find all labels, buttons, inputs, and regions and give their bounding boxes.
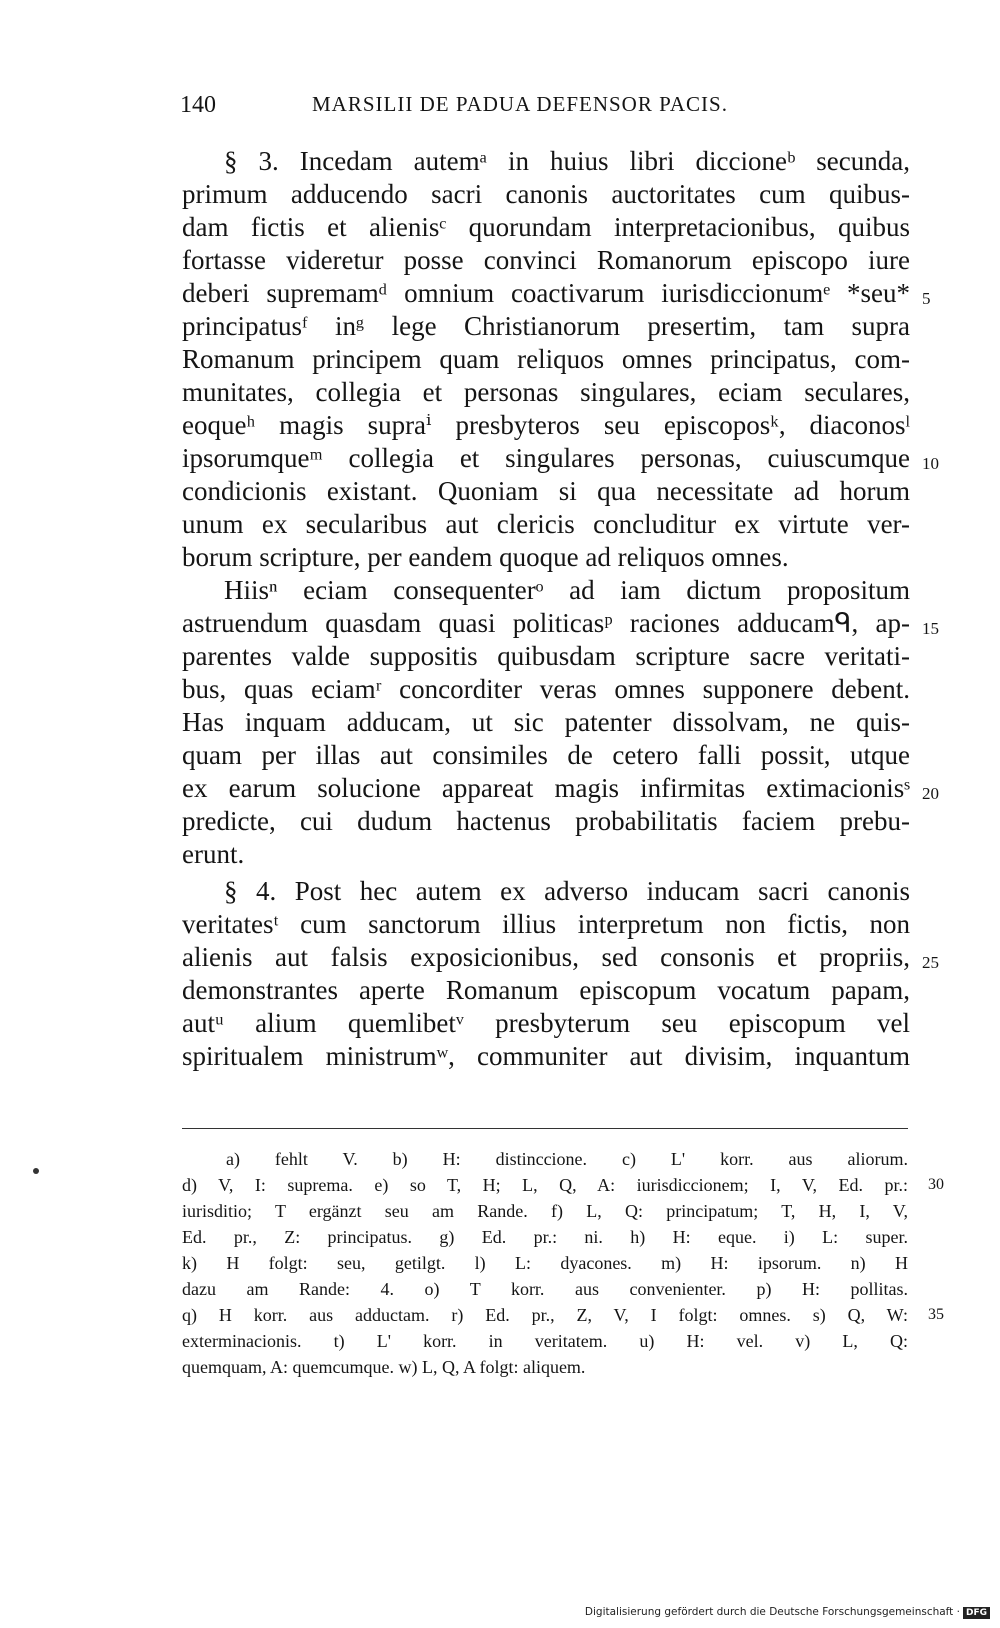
body-line: alienis aut falsis exposicionibus, sed consonis et propriis,	[182, 942, 910, 972]
footnote-line: q) H korr. aus adductam. r) Ed. pr., Z, V, I folgt: omnes. s) Q, W:	[182, 1305, 908, 1325]
running-head	[180, 92, 880, 132]
body-line: bus, quas eciamʳ concorditer veras omnes supponere debent.	[182, 674, 910, 704]
footnote-line: Ed. pr., Z: principatus. g) Ed. pr.: ni. h) H: eque. i) L: super.	[182, 1227, 908, 1247]
body-line: primum adducendo sacri canonis auctoritates cum quibus-	[182, 179, 910, 209]
footnote-line-number: 30	[928, 1176, 944, 1193]
body-line: quam per illas aut consimiles de cetero falli possit, utque	[182, 740, 910, 770]
margin-dot	[33, 1168, 39, 1174]
line-number: 15	[922, 619, 939, 638]
line-number: 5	[922, 289, 931, 308]
body-line: predicte, cui dudum hactenus probabilitatis faciem prebu-	[182, 806, 910, 836]
body-line: parentes valde suppositis quibusdam scripture sacre veritati-	[182, 641, 910, 671]
line-number: 25	[922, 953, 939, 972]
line-number: 10	[922, 454, 939, 473]
body-line: unum ex secularibus aut clericis concluditur ex virtute ver-	[182, 509, 910, 539]
footnote-line: quemquam, A: quemcumque. w) L, Q, A folgt: aliquem.	[182, 1357, 586, 1377]
body-line: dam fictis et alienisᶜ quorundam interpretacionibus, quibus	[182, 212, 910, 242]
body-line: spiritualem ministrumʷ, communiter aut divisim, inquantum	[182, 1041, 910, 1071]
body-line: Has inquam adducam, ut sic patenter dissolvam, ne quis-	[182, 707, 910, 737]
page-number: 140	[180, 92, 216, 118]
body-line: veritatesᵗ cum sanctorum illius interpretum non fictis, non	[182, 909, 910, 939]
body-line: ex earum solucione appareat magis infirmitas extimacionisˢ	[182, 773, 910, 803]
dfg-logo: DFG	[963, 1607, 990, 1619]
line-number: 20	[922, 784, 939, 803]
body-line: principatusᶠ inᵍ lege Christianorum presertim, tam supra	[182, 311, 910, 341]
digitization-credit	[585, 1606, 990, 1624]
footnote-line-number: 35	[928, 1306, 944, 1323]
body-line: ipsorumqueᵐ collegia et singulares personas, cuiuscumque	[182, 443, 910, 473]
body-line: condicionis existant. Quoniam si qua necessitate ad horum	[182, 476, 910, 506]
footnote-line: d) V, I: suprema. e) so T, H; L, Q, A: iurisdiccionem; I, V, Ed. pr.:	[182, 1175, 908, 1195]
footnote-line: exterminacionis. t) L' korr. in veritatem. u) H: vel. v) L, Q:	[182, 1331, 908, 1351]
body-line: erunt.	[182, 839, 245, 869]
body-line: Romanum principem quam reliquos omnes principatus, com-	[182, 344, 910, 374]
body-line: § 3. Incedam autemᵃ in huius libri diccioneᵇ secunda,	[224, 146, 910, 176]
footnote-line: k) H folgt: seu, getilgt. l) L: dyacones. m) H: ipsorum. n) H	[182, 1253, 908, 1273]
footnote-line: a) fehlt V. b) H: distinccione. c) L' korr. aus aliorum.	[226, 1149, 908, 1169]
credit-text: Digitalisierung gefördert durch die Deutsche Forschungsgemeinschaft ·	[584, 1606, 960, 1618]
body-line: munitates, collegia et personas singulares, eciam seculares,	[182, 377, 910, 407]
body-line: § 4. Post hec autem ex adverso inducam sacri canonis	[224, 876, 910, 906]
body-line: eoqueʰ magis supraⁱ presbyteros seu episcoposᵏ, diaconosˡ	[182, 410, 910, 440]
body-line: fortasse videretur posse convinci Romanorum episcopo iure	[182, 245, 910, 275]
body-line: astruendum quasdam quasi politicasᵖ raciones adducamᑫ, ap-	[182, 608, 910, 638]
body-line: borum scripture, per eandem quoque ad reliquos omnes.	[182, 542, 789, 572]
running-title: MARSILII DE PADUA DEFENSOR PACIS.	[312, 92, 728, 116]
body-line: Hiisⁿ eciam consequenterᵒ ad iam dictum propositum	[224, 575, 910, 605]
footnote-line: iurisditio; T ergänzt seu am Rande. f) L, Q: principatum; T, H, I, V,	[182, 1201, 908, 1221]
footnote-divider	[182, 1128, 908, 1129]
body-line: demonstrantes aperte Romanum episcopum vocatum papam,	[182, 975, 910, 1005]
body-line: deberi supremamᵈ omnium coactivarum iurisdiccionumᵉ *seu*	[182, 278, 910, 308]
body-line: autᵘ alium quemlibetᵛ presbyterum seu episcopum vel	[182, 1008, 910, 1038]
footnote-line: dazu am Rande: 4. o) T korr. aus convenienter. p) H: pollitas.	[182, 1279, 908, 1299]
